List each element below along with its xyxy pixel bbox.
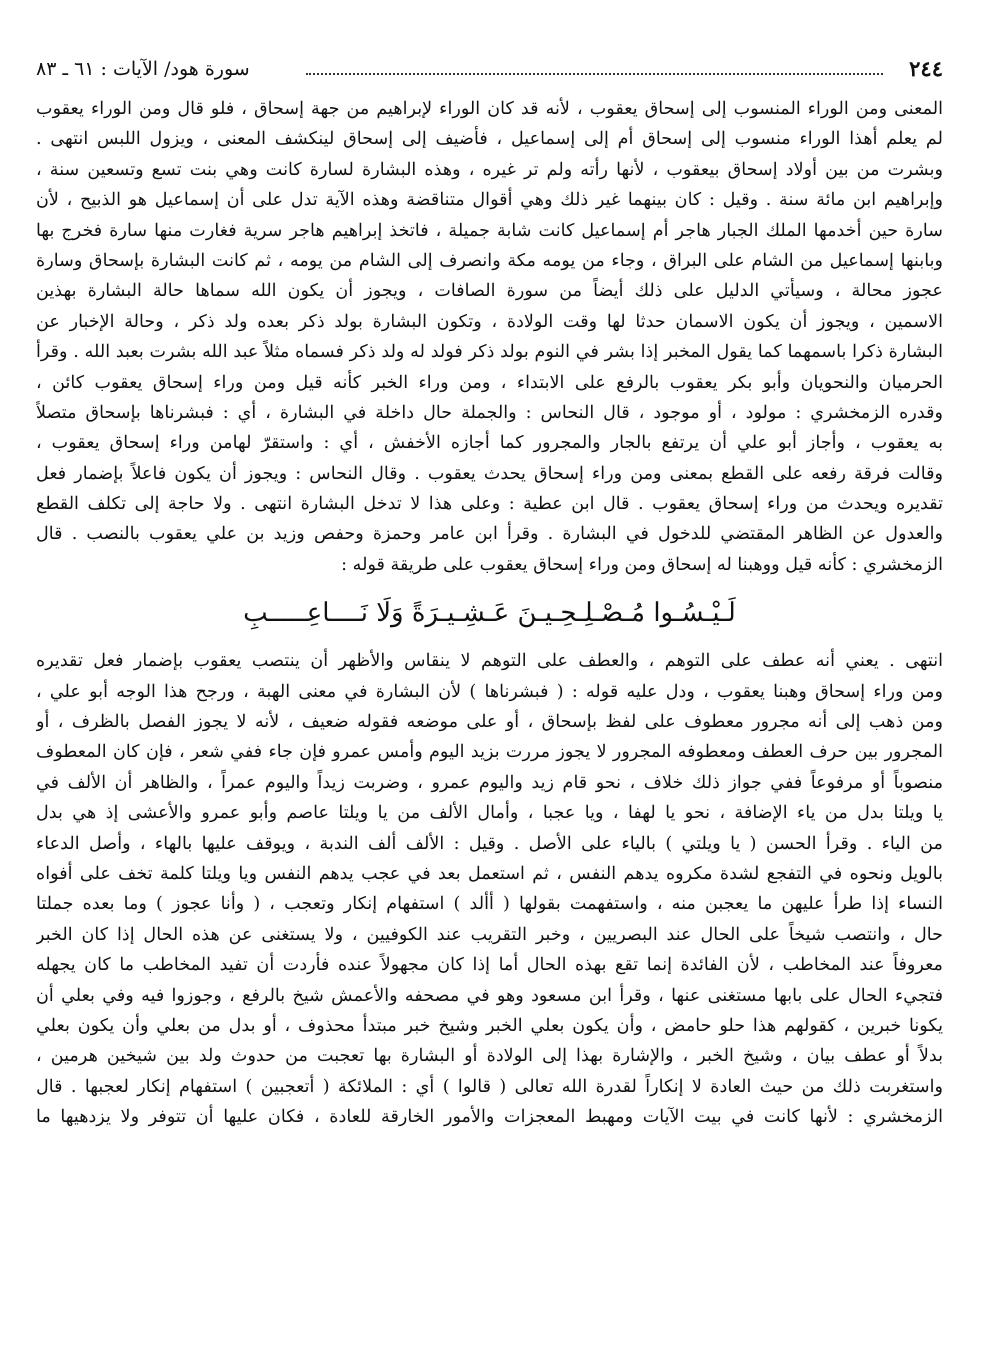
text-line: ومن ذهب إلى أنه مجرور معطوف على لفظ بإسحاق ، أو على موضعه فقوله ضعيف ، لأنه لا يجوز الفصل بالظرف ، أو — [36, 712, 943, 733]
text-line: به يعقوب ، وأجاز أبو علي أن يرتفع بالجار والمجرور كما أجازه الأخفش ، أي : واستقرّ لهامن وراء إسحاق يعقوب ، — [36, 433, 943, 454]
text-line: النساء إذا طرأ عليهن ما يعجبن منه ، واستفهمت بقولها ( أألد ) استفهام إنكار وتعجب ، ( وأنا عجوز ) وما بعده جملتا — [36, 894, 943, 915]
header-dotted-rule — [306, 73, 883, 75]
text-line: وبشرت من بين أولاد إسحاق بيعقوب ، لأنها رأته ولم تر غيره ، وهذه البشارة لسارة كانت وهي بنت تسع وتسعين سنة ، — [36, 159, 943, 180]
page-header — [36, 54, 943, 88]
text-line: البشارة ذكرا باسمهما كما يقول المخبر إذا بشر في النوم بولد ذكر فولد له ولد ذكر فسماه مثلاً عبد الله بشرت بعبد الله . وقرأ — [36, 342, 943, 363]
text-line: سارة حين أخدمها الملك الجبار هاجر أم إسماعيل كانت شابة جميلة ، فاتخذ إبراهيم هاجر سرية فغارت منها سارة فخرج بها — [36, 220, 943, 241]
text-line: بالويل ونحوه في التفجع لشدة مكروه يدهم النفس ، ثم استعمل بعد في عجب يدهم النفس ويا ويلتا كلمة تخف على أفواه — [36, 863, 943, 884]
text-line: الحرميان والنحويان وأبو بكر يعقوب بالرفع على الابتداء ، ومن وراء الخبر كأنه قيل ومن وراء إسحاق يعقوب كائن ، — [36, 372, 943, 393]
text-line: عجوز محالة ، وسيأتي الدليل على ذلك أيضاً من سورة الصافات ، ويجوز أن يكون الله سماها حالة البشارة بهذين — [36, 281, 943, 302]
text-line: انتهى . يعني أنه عطف على التوهم ، والعطف على التوهم لا ينقاس والأظهر أن ينتصب يعقوب بإضمار فعل تقديره — [36, 651, 943, 672]
text-line: المعنى ومن الوراء المنسوب إلى إسحاق يعقوب ، لأنه قد كان الوراء لإبراهيم من جهة إسحاق ، فلو قال ومن الوراء يعقوب — [36, 99, 943, 119]
text-line: وإبراهيم ابن مائة سنة . وقيل : كان بينهما غير ذلك وهي أقوال متناقضة وهذه الآية تدل على أن إسماعيل هو الذبيح ، لأن — [36, 190, 943, 211]
text-line: ومن وراء إسحاق وهبنا يعقوب ، ودل عليه قوله : ( فبشرناها ) لأن البشارة في معنى الهبة ، ورجح هذا الوجه أبو علي ، — [36, 681, 943, 702]
running-title: سورة هود/ الآيات : ٦١ ـ ٨٣ — [36, 58, 250, 80]
text-line: فتجيء الحال على بابها مستغنى عنها ، وقرأ ابن مسعود وهو في مصحفه والأعمش شيخ بالرفع ، وجوزوا فيه وفي بعلي أن — [36, 985, 943, 1006]
text-line: الاسمين ، ويجوز أن يكون الاسمان حدثا لها وقت الولادة ، وتكون البشارة بولد ذكر بعده ولد ذكر ، وحالة الإخبار عن — [36, 311, 943, 332]
text-line: الزمخشري : كأنه قيل ووهبنا له إسحاق ومن وراء إسحاق يعقوب على طريقة قوله : — [341, 554, 943, 575]
text-line: منصوباً أو مرفوعاً ففي جواز ذلك خلاف ، نحو قام زيد واليوم عمرو ، وضربت زيداً واليوم عمراً ، والظاهر أن الألف في — [36, 772, 943, 793]
page-number: ٢٤٤ — [909, 56, 943, 81]
text-line: لم يعلم أهذا الوراء منسوب إلى إسحاق أم إلى إسماعيل ، فأضيف إلى إسحاق لينكشف المعنى ، ويزول اللبس انتهى . — [36, 129, 943, 150]
text-line: وقدره الزمخشري : مولود ، أو موجود ، قال النحاس : والجملة حال داخلة في البشارة ، أي : فبشرناها بإسحاق متصلاً — [36, 402, 943, 423]
text-line: المجرور بين حرف العطف ومعطوفه المجرور لا يجوز مررت بزيد اليوم وأمس عمرو فإن جاء ففي شعر ، فإن كان المعطوف — [36, 742, 943, 763]
text-line: واستغربت ذلك من حيث العادة لا إنكاراً لقدرة الله تعالى ( قالوا ) أي : الملائكة ( أتعجبين ) استفهام إنكار لعجبها . قال — [36, 1076, 943, 1097]
text-line: وقالت فرقة رفعه على القطع بمعنى ومن وراء إسحاق يحدث يعقوب . وقال النحاس : ويجوز أن يكون فاعلاً بإضمار فعل — [36, 463, 943, 484]
poetry-verse: لَـيْـسُـوا مُـصْـلِـحِـيـنَ عَـشِـيـرَةً وَلَا نَــــاعِـــــبِ — [243, 598, 736, 629]
body-text — [36, 94, 943, 1133]
text-line: من الياء . وقرأ الحسن ( يا ويلتي ) بالياء على الأصل . وقيل : الألف ألف الندبة ، ويوقف عليها بالهاء ، وأصل الدعاء — [36, 833, 943, 854]
text-line: يكونا خبرين ، كقولهم هذا حلو حامض ، وأن يكون بعلي الخبر وشيخ خبر مبتدأ محذوف ، أو بدل من بعلي وأن يكون بعلي — [36, 1015, 943, 1036]
text-line: بدلاً أو عطف بيان ، وشيخ الخبر ، والإشارة بهذا إلى الولادة أو البشارة بها تعجبت من حدوث ولد بين شيخين هرمين ، — [36, 1046, 943, 1067]
text-line: وبابنها إسماعيل من الشام على البراق ، وجاء من يومه مكة وانصرف إلى الشام من يومه ، ثم كانت البشارة بإسحاق وسارة — [36, 250, 943, 271]
text-line: حال ، وانتصب شيخاً على الحال عند البصريين ، وخبر التقريب عند الكوفيين ، ولا يستغنى عن هذه الحال إذا كان الخبر — [36, 924, 943, 945]
text-line: يا ويلتا بدل من ياء الإضافة ، نحو يا لهفا ، ويا عجبا ، وأمال الألف من يا ويلتا عاصم وأبو عمرو والأعشى إذ هي بدل — [36, 803, 943, 824]
text-line: معروفاً عند المخاطب ، لأن الفائدة إنما تقع بهذه الحال أما إذا كان مجهولاً عنده فأردت أن تفيد المخاطب ما كان يجهله — [36, 955, 943, 976]
text-line: الزمخشري : لأنها كانت في بيت الآيات ومهبط المعجزات والأمور الخارقة للعادة ، فكان عليها أن تتوفر ولا يزدهيها ما — [36, 1107, 943, 1128]
text-line: والعدول عن الظاهر المقتضي للدخول في البشارة . وقرأ ابن عامر وحمزة وحفص وزيد بن علي يعقوب بالنصب . قال — [36, 524, 943, 545]
text-line: تقديره ويحدث من وراء إسحاق يعقوب . قال ابن عطية : وعلى هذا لا تدخل البشارة انتهى . ولا حاجة إلى تكلف القطع — [36, 494, 943, 515]
